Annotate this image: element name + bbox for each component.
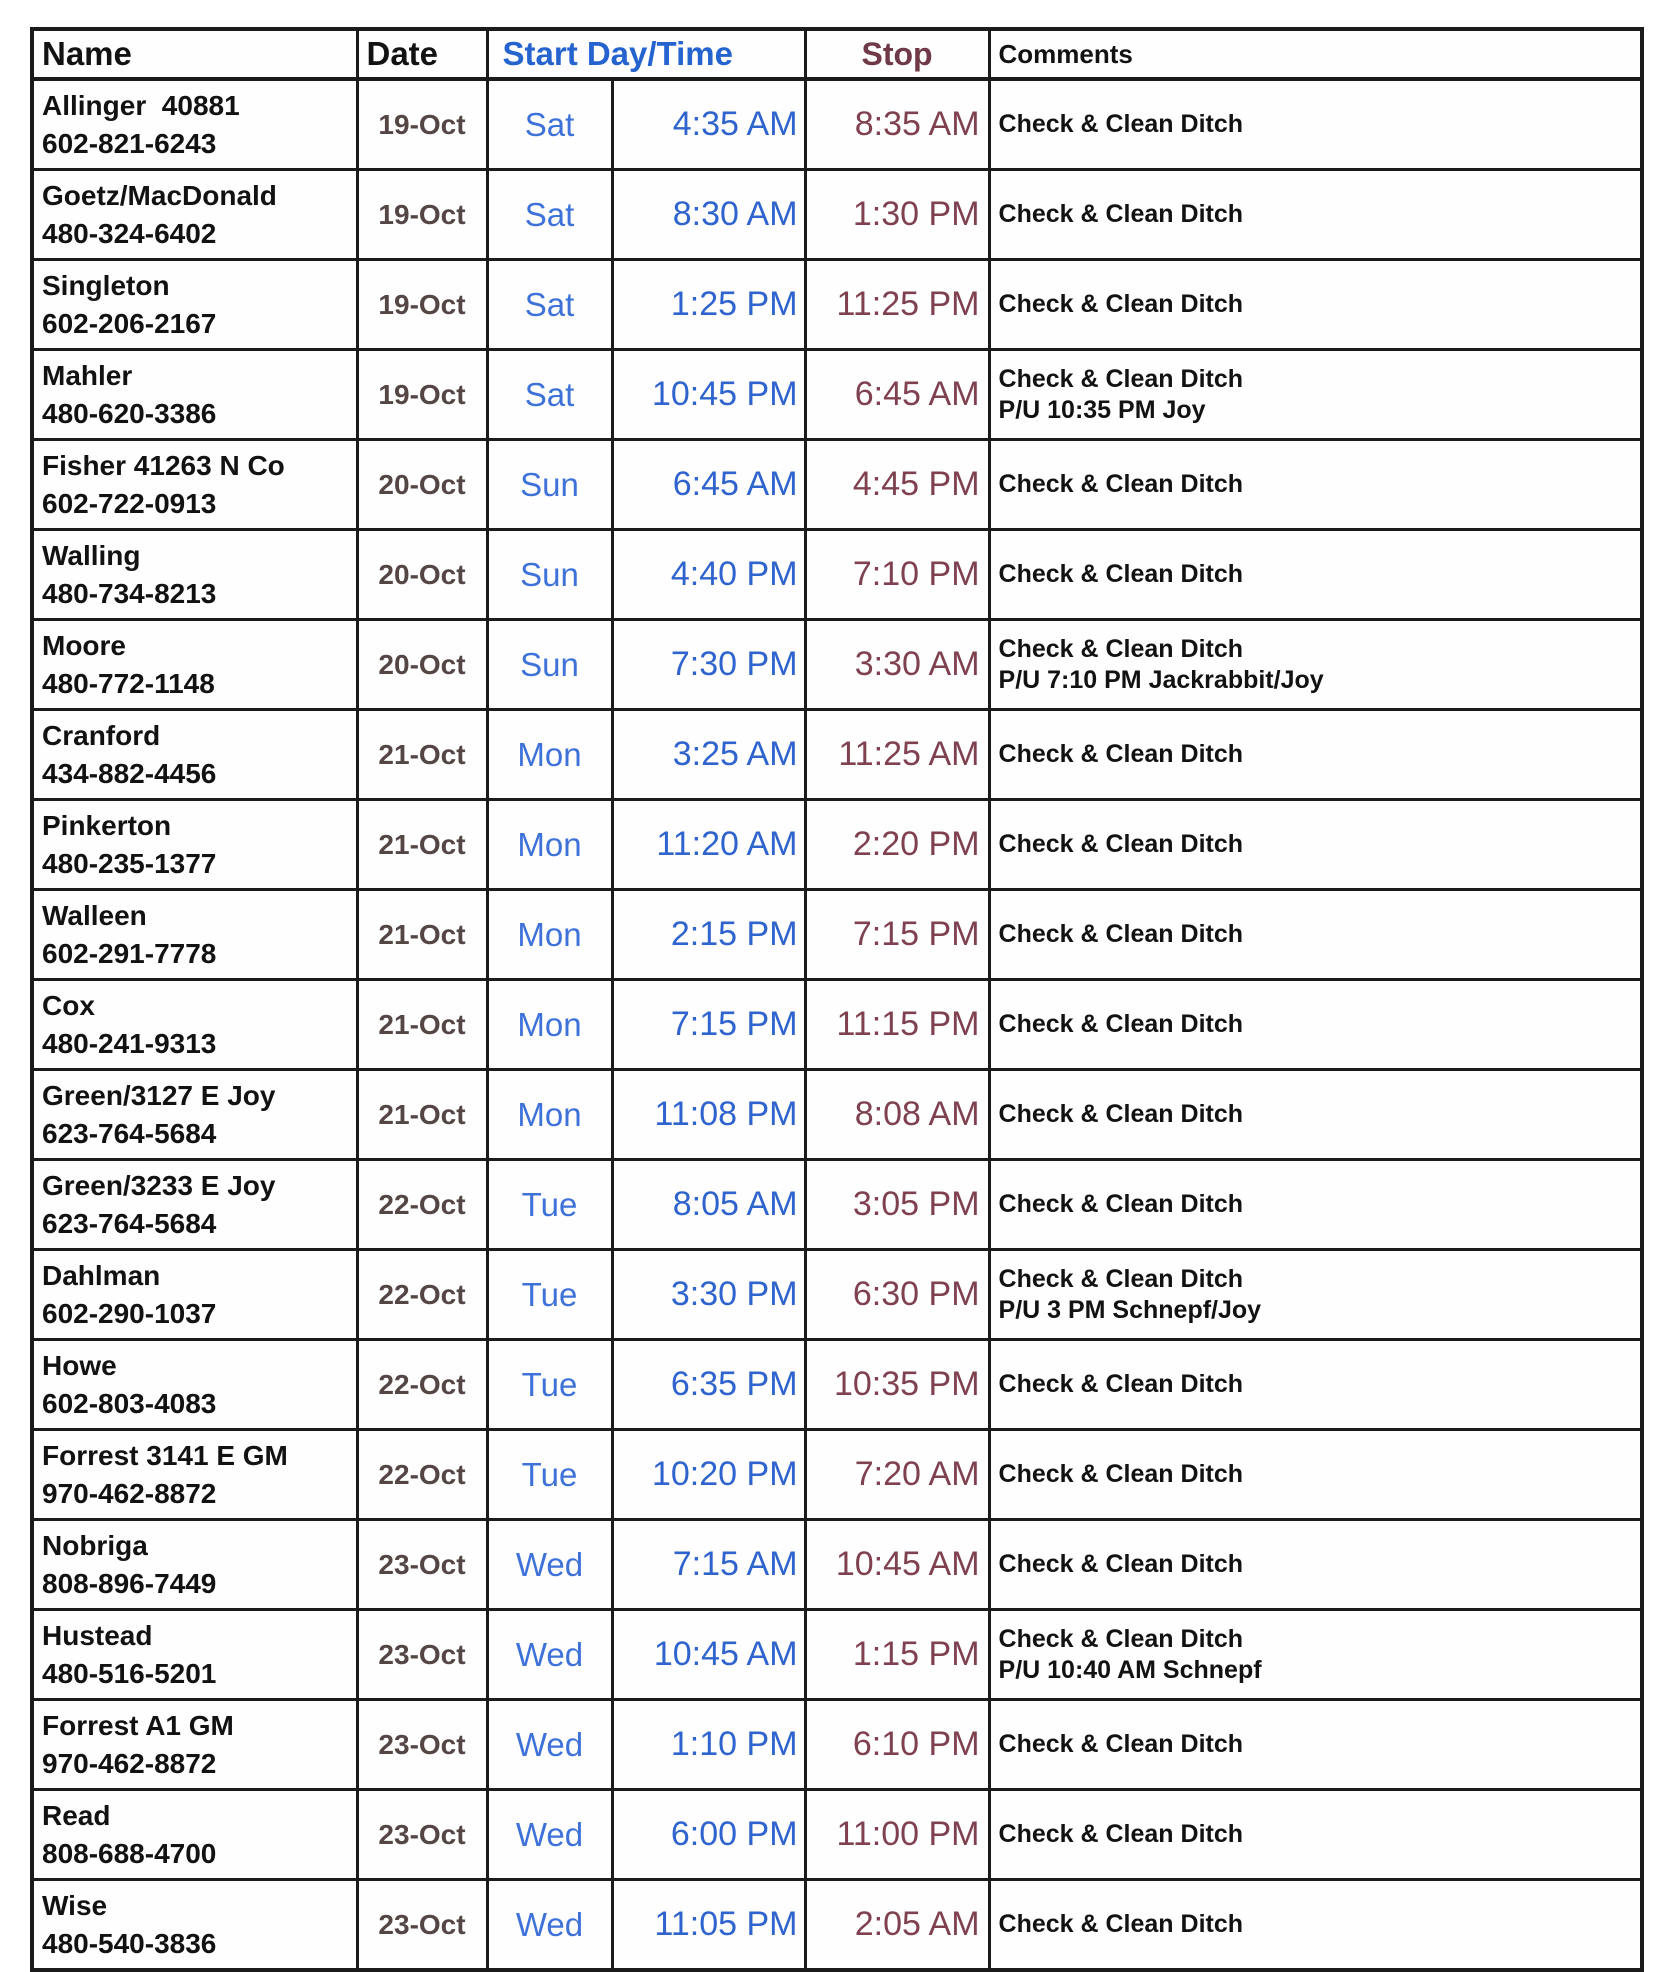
start-day-cell: Sat [487,79,612,170]
schedule-row [32,1610,1642,1700]
customer-phone: 480-620-3386 [42,397,217,429]
comments-cell [989,1250,1642,1340]
comment-secondary: P/U 10:40 AM Schnepf [998,1655,1262,1684]
comment-primary: Check & Clean Ditch [998,634,1244,663]
schedule-row [32,170,1642,260]
start-time-cell: 6:35 PM [612,1340,805,1430]
comments-cell [989,260,1642,350]
date-cell: 20-Oct [357,440,487,530]
customer-name: Howe [42,1349,117,1381]
customer-phone: 480-734-8213 [42,577,217,609]
customer-phone: 602-821-6243 [42,127,217,159]
customer-phone: 480-241-9313 [42,1027,217,1059]
comments-cell [989,1430,1642,1520]
customer-phone: 434-882-4456 [42,757,217,789]
name-cell [32,1880,357,1971]
stop-time-cell: 2:20 PM [805,800,989,890]
name-cell [32,620,357,710]
start-day-cell: Wed [487,1880,612,1971]
customer-phone: 602-206-2167 [42,307,217,339]
start-time-cell: 10:45 AM [612,1610,805,1700]
schedule-row [32,1340,1642,1430]
stop-time-cell: 4:45 PM [805,440,989,530]
name-cell [32,1340,357,1430]
comment-primary: Check & Clean Ditch [998,1010,1244,1038]
customer-name: Fisher 41263 N Co [42,449,285,481]
header-start-day-time: Start Day/Time [487,29,805,79]
stop-time-cell: 6:10 PM [805,1700,989,1790]
comments-cell [989,1700,1642,1790]
start-time-cell: 2:15 PM [612,890,805,980]
start-day-cell: Wed [487,1520,612,1610]
comments-cell [989,1610,1642,1700]
date-cell: 21-Oct [357,800,487,890]
start-time-cell: 8:05 AM [612,1160,805,1250]
customer-name: Goetz/MacDonald [42,179,277,211]
start-day-cell: Mon [487,980,612,1070]
comments-cell [989,1160,1642,1250]
start-time-cell: 11:08 PM [612,1070,805,1160]
start-time-cell: 10:20 PM [612,1430,805,1520]
stop-time-cell: 2:05 AM [805,1880,989,1971]
date-cell: 19-Oct [357,170,487,260]
schedule-row [32,1790,1642,1880]
date-cell: 21-Oct [357,1070,487,1160]
customer-phone: 602-291-7778 [42,937,217,969]
customer-name: Pinkerton [42,809,172,841]
schedule-row [32,800,1642,890]
stop-time-cell: 7:10 PM [805,530,989,620]
start-day-cell: Tue [487,1340,612,1430]
header-name: Name [32,29,357,79]
schedule-row [32,1520,1642,1610]
date-cell: 19-Oct [357,79,487,170]
customer-name: Forrest 3141 E GM [42,1439,288,1471]
date-cell: 21-Oct [357,980,487,1070]
name-cell [32,1790,357,1880]
comment-primary: Check & Clean Ditch [998,920,1244,948]
comments-cell [989,710,1642,800]
customer-phone: 480-772-1148 [42,667,215,699]
start-time-cell: 10:45 PM [612,350,805,440]
customer-phone: 602-290-1037 [42,1297,217,1329]
customer-name: Dahlman [42,1259,161,1291]
date-cell: 22-Oct [357,1160,487,1250]
comment-primary: Check & Clean Ditch [998,110,1244,138]
customer-phone: 602-722-0913 [42,487,217,519]
comment-primary: Check & Clean Ditch [998,740,1244,768]
schedule-row [32,1700,1642,1790]
start-day-cell: Sun [487,440,612,530]
schedule-row [32,1070,1642,1160]
start-time-cell: 3:25 AM [612,710,805,800]
schedule-row [32,1430,1642,1520]
customer-name: Green/3127 E Joy [42,1079,276,1111]
start-day-cell: Tue [487,1430,612,1520]
name-cell [32,1070,357,1160]
customer-name: Moore [42,629,126,661]
date-cell: 20-Oct [357,620,487,710]
comment-primary: Check & Clean Ditch [998,290,1244,318]
customer-name: Green/3233 E Joy [42,1169,276,1201]
comments-cell [989,890,1642,980]
name-cell [32,530,357,620]
start-day-cell: Mon [487,1070,612,1160]
start-day-cell: Sat [487,260,612,350]
customer-phone: 480-235-1377 [42,847,217,879]
date-cell: 19-Oct [357,260,487,350]
customer-name: Walleen [42,899,147,931]
date-cell: 22-Oct [357,1250,487,1340]
customer-name: Nobriga [42,1529,148,1561]
date-cell: 23-Oct [357,1790,487,1880]
header-date: Date [357,29,487,79]
stop-time-cell: 10:35 PM [805,1340,989,1430]
start-day-cell: Mon [487,890,612,980]
comments-cell [989,1340,1642,1430]
stop-time-cell: 1:30 PM [805,170,989,260]
date-cell: 22-Oct [357,1340,487,1430]
comment-primary: Check & Clean Ditch [998,200,1244,228]
stop-time-cell: 11:15 PM [805,980,989,1070]
start-time-cell: 6:00 PM [612,1790,805,1880]
comment-secondary: P/U 3 PM Schnepf/Joy [998,1295,1262,1324]
schedule-row [32,890,1642,980]
irrigation-schedule-table [30,27,1644,1972]
start-day-cell: Wed [487,1610,612,1700]
comments-cell [989,170,1642,260]
customer-phone: 970-462-8872 [42,1477,217,1509]
comment-primary: Check & Clean Ditch [998,1460,1244,1488]
date-cell: 21-Oct [357,710,487,800]
name-cell [32,1520,357,1610]
stop-time-cell: 7:15 PM [805,890,989,980]
name-cell [32,1610,357,1700]
comment-primary: Check & Clean Ditch [998,1820,1244,1848]
comments-cell [989,440,1642,530]
customer-name: Forrest A1 GM [42,1709,234,1741]
start-day-cell: Mon [487,800,612,890]
customer-name: Read [42,1799,111,1831]
customer-phone: 808-688-4700 [42,1837,217,1869]
comments-cell [989,350,1642,440]
customer-name: Cranford [42,719,161,751]
stop-time-cell: 10:45 AM [805,1520,989,1610]
name-cell [32,170,357,260]
name-cell [32,800,357,890]
schedule-row [32,1160,1642,1250]
schedule-row [32,1880,1642,1971]
schedule-table-body [32,79,1642,1970]
start-time-cell: 4:40 PM [612,530,805,620]
date-cell: 23-Oct [357,1520,487,1610]
start-time-cell: 6:45 AM [612,440,805,530]
customer-phone: 480-324-6402 [42,217,217,249]
start-day-cell: Tue [487,1250,612,1340]
comment-primary: Check & Clean Ditch [998,470,1244,498]
schedule-row [32,530,1642,620]
stop-time-cell: 6:45 AM [805,350,989,440]
comments-cell [989,620,1642,710]
comment-primary: Check & Clean Ditch [998,830,1244,858]
comment-primary: Check & Clean Ditch [998,364,1244,393]
name-cell [32,260,357,350]
stop-time-cell: 8:08 AM [805,1070,989,1160]
stop-time-cell: 3:30 AM [805,620,989,710]
comment-primary: Check & Clean Ditch [998,1190,1244,1218]
date-cell: 23-Oct [357,1610,487,1700]
comments-cell [989,980,1642,1070]
name-cell [32,79,357,170]
start-time-cell: 7:15 PM [612,980,805,1070]
schedule-row [32,350,1642,440]
customer-name: Wise [42,1889,108,1921]
start-time-cell: 3:30 PM [612,1250,805,1340]
stop-time-cell: 7:20 AM [805,1430,989,1520]
schedule-row [32,710,1642,800]
stop-time-cell: 11:00 PM [805,1790,989,1880]
customer-phone: 602-803-4083 [42,1387,217,1419]
start-day-cell: Wed [487,1790,612,1880]
comments-cell [989,1880,1642,1971]
customer-name: Hustead [42,1619,153,1651]
name-cell [32,1430,357,1520]
comment-primary: Check & Clean Ditch [998,560,1244,588]
comment-primary: Check & Clean Ditch [998,1550,1244,1578]
comments-cell [989,530,1642,620]
comments-cell [989,800,1642,890]
customer-phone: 480-516-5201 [42,1657,217,1689]
comments-cell [989,1070,1642,1160]
start-time-cell: 11:20 AM [612,800,805,890]
start-day-cell: Mon [487,710,612,800]
start-time-cell: 8:30 AM [612,170,805,260]
header-row [32,29,1642,79]
customer-phone: 970-462-8872 [42,1747,217,1779]
schedule-row [32,620,1642,710]
start-time-cell: 1:25 PM [612,260,805,350]
date-cell: 19-Oct [357,350,487,440]
stop-time-cell: 8:35 AM [805,79,989,170]
date-cell: 21-Oct [357,890,487,980]
date-cell: 20-Oct [357,530,487,620]
comment-primary: Check & Clean Ditch [998,1730,1244,1758]
stop-time-cell: 1:15 PM [805,1610,989,1700]
name-cell [32,980,357,1070]
header-comments: Comments [989,29,1642,79]
customer-phone: 480-540-3836 [42,1927,217,1959]
comment-primary: Check & Clean Ditch [998,1910,1244,1938]
start-day-cell: Sun [487,620,612,710]
name-cell [32,440,357,530]
start-day-cell: Wed [487,1700,612,1790]
name-cell [32,350,357,440]
start-time-cell: 7:30 PM [612,620,805,710]
header-stop: Stop [805,29,989,79]
schedule-row [32,1250,1642,1340]
start-time-cell: 11:05 PM [612,1880,805,1971]
start-time-cell: 7:15 AM [612,1520,805,1610]
customer-name: Cox [42,989,95,1021]
comment-primary: Check & Clean Ditch [998,1100,1244,1128]
schedule-row [32,980,1642,1070]
comment-primary: Check & Clean Ditch [998,1624,1244,1653]
start-day-cell: Sat [487,170,612,260]
stop-time-cell: 6:30 PM [805,1250,989,1340]
stop-time-cell: 11:25 AM [805,710,989,800]
comments-cell [989,79,1642,170]
name-cell [32,1700,357,1790]
comment-primary: Check & Clean Ditch [998,1264,1244,1293]
name-cell [32,1250,357,1340]
name-cell [32,890,357,980]
name-cell [32,710,357,800]
name-cell [32,1160,357,1250]
date-cell: 23-Oct [357,1700,487,1790]
customer-phone: 623-764-5684 [42,1207,217,1239]
customer-phone: 808-896-7449 [42,1567,217,1599]
start-time-cell: 4:35 AM [612,79,805,170]
schedule-row [32,440,1642,530]
schedule-row [32,260,1642,350]
start-time-cell: 1:10 PM [612,1700,805,1790]
date-cell: 22-Oct [357,1430,487,1520]
customer-name: Walling [42,539,141,571]
start-day-cell: Sun [487,530,612,620]
customer-phone: 623-764-5684 [42,1117,217,1149]
comment-secondary: P/U 10:35 PM Joy [998,395,1206,424]
comments-cell [989,1790,1642,1880]
customer-name: Allinger 40881 [42,89,240,121]
comment-primary: Check & Clean Ditch [998,1370,1244,1398]
schedule-row [32,79,1642,170]
stop-time-cell: 3:05 PM [805,1160,989,1250]
comment-secondary: P/U 7:10 PM Jackrabbit/Joy [998,665,1324,694]
date-cell: 23-Oct [357,1880,487,1971]
stop-time-cell: 11:25 PM [805,260,989,350]
start-day-cell: Sat [487,350,612,440]
customer-name: Mahler [42,359,133,391]
customer-name: Singleton [42,269,170,301]
comments-cell [989,1520,1642,1610]
start-day-cell: Tue [487,1160,612,1250]
